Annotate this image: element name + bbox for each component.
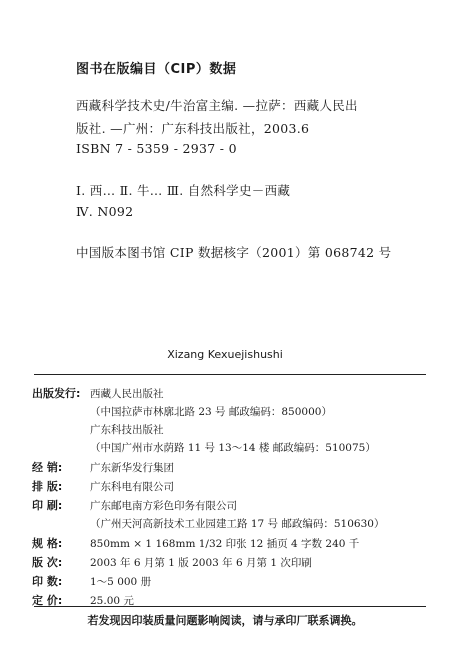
printer-label: 印 刷:: [32, 499, 63, 512]
publisher-2: 广东科技出版社: [90, 424, 164, 436]
bottom-divider: [34, 606, 426, 607]
cip-isbn: ISBN 7 - 5359 - 2937 - 0: [76, 141, 237, 156]
specs-label: 规 格:: [32, 537, 63, 550]
publisher-1-address: （中国拉萨市林廓北路 23 号 邮政编码：850000）: [90, 406, 332, 418]
price-value: 25.00 元: [90, 595, 134, 607]
cip-subjects-line1: Ⅰ. 西… Ⅱ. 牛… Ⅲ. 自然科学史－西藏: [76, 183, 291, 198]
quality-notice: 若发现因印装质量问题影响阅读，请与承印厂联系调换。: [87, 614, 363, 627]
printer-value: 广东邮电南方彩色印务有限公司: [90, 500, 237, 512]
distributor-label: 经 销:: [32, 461, 63, 474]
publisher-label: 出版发行:: [32, 387, 81, 400]
top-divider: [34, 374, 426, 375]
specs-value: 850mm × 1 168mm 1/32 印张 12 插页 4 字数 240 千: [90, 538, 360, 550]
distributor-value: 广东新华发行集团: [90, 462, 174, 474]
printer-address: （广州天河高新技术工业园建工路 17 号 邮政编码：510630）: [90, 518, 385, 530]
cip-title-line: 西藏科学技术史/牛治富主编. —拉萨：西藏人民出: [76, 98, 358, 113]
pinyin-title: Xizang Kexuejishushi: [167, 348, 283, 361]
edition-label: 版 次:: [32, 556, 63, 569]
print-run-label: 印 数:: [32, 575, 63, 588]
publisher-1: 西藏人民出版社: [90, 388, 164, 400]
price-label: 定 价:: [32, 594, 63, 607]
typesetter-value: 广东科电有限公司: [90, 481, 174, 493]
edition-value: 2003 年 6 月第 1 版 2003 年 6 月第 1 次印刷: [90, 557, 312, 569]
cip-subjects-line2: Ⅳ. N092: [76, 204, 134, 219]
cip-publisher-line: 版社. —广州：广东科技出版社，2003.6: [76, 121, 310, 136]
cip-data-number: 中国版本图书馆 CIP 数据核字（2001）第 068742 号: [76, 245, 392, 260]
print-run-value: 1～5 000 册: [90, 576, 152, 588]
publisher-2-address: （中国广州市水荫路 11 号 13～14 楼 邮政编码：510075）: [90, 442, 376, 454]
typesetter-label: 排 版:: [32, 480, 63, 493]
cip-heading: 图书在版编目（CIP）数据: [76, 62, 237, 77]
